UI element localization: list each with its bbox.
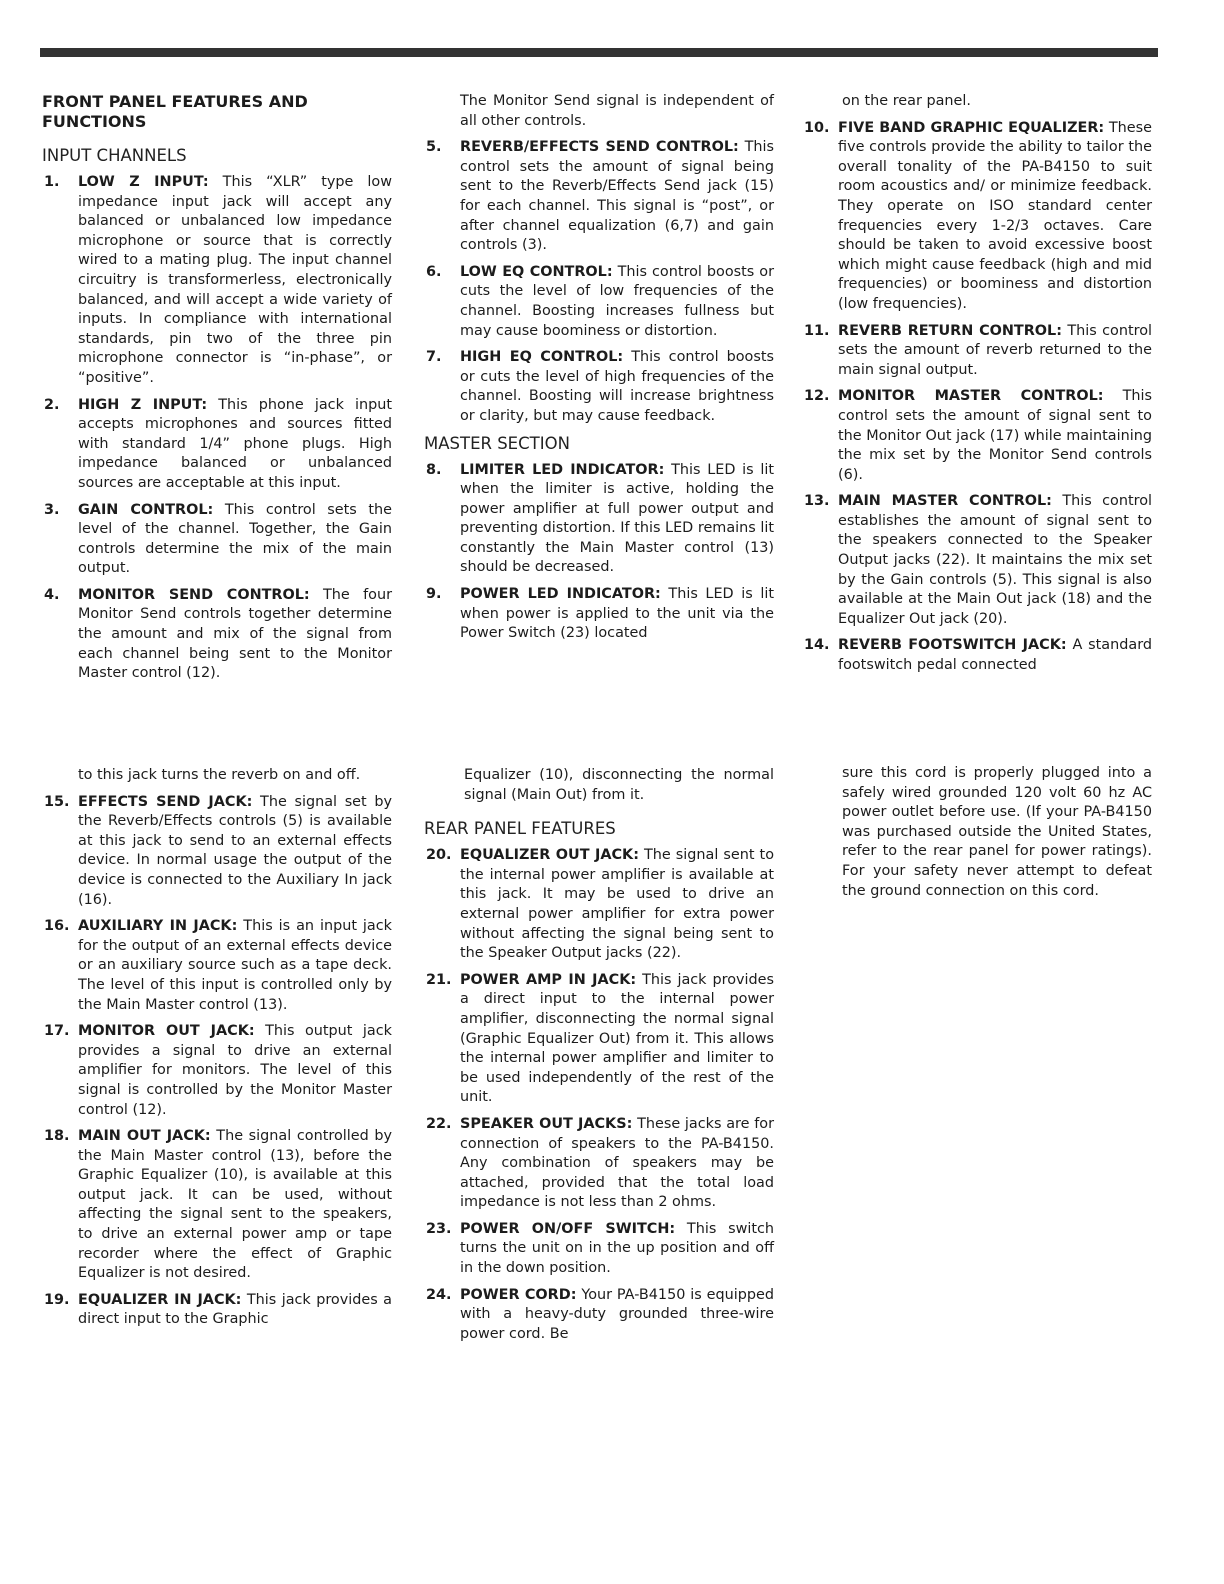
feature-item bbox=[424, 1220, 774, 1279]
item-text: This control boosts or cuts the level of high frequencies of the channel. Boosting will increase brightness or clarity, but may cause feedback. bbox=[460, 349, 774, 424]
feature-item bbox=[42, 396, 392, 494]
item-label: SPEAKER OUT JACKS: bbox=[460, 1115, 633, 1132]
item-label: REVERB RETURN CONTROL: bbox=[838, 322, 1062, 339]
feature-item bbox=[424, 1286, 774, 1345]
item-label: REVERB FOOTSWITCH JACK: bbox=[838, 637, 1067, 654]
item-number: 2. bbox=[44, 396, 60, 413]
feature-item bbox=[802, 636, 1152, 675]
feature-list bbox=[42, 793, 392, 1330]
item-number: 6. bbox=[426, 263, 442, 280]
item-text: This control boosts or cuts the level of low frequencies of the channel. Boosting increases fullness but may cause boominess or distortion. bbox=[460, 263, 774, 339]
item-number: 16. bbox=[44, 918, 70, 935]
item-text: This control sets the amount of signal sent to the Monitor Out jack (17) while maintaining the mix set by the Monitor Send controls (6). bbox=[838, 388, 1152, 483]
feature-item bbox=[424, 348, 774, 426]
item-text: The signal controlled by the Main Master control (13), before the Graphic Equalizer (10), is available at this output jack. It can be used, without affecting the signal sent to the speakers, to drive an external power amp or tape recorder where the effect of Graphic Equalizer is not desired. bbox=[78, 1128, 393, 1282]
item-text: This control sets the amount of reverb returned to the main signal output. bbox=[838, 322, 1152, 378]
item-label: AUXILIARY IN JACK: bbox=[78, 918, 238, 935]
feature-item bbox=[424, 971, 774, 1108]
feature-item bbox=[424, 263, 774, 341]
item-label: LOW EQ CONTROL: bbox=[460, 263, 613, 280]
feature-item bbox=[42, 586, 392, 684]
item-text: This control sets the level of the channel. Together, the Gain controls determine the mix of the main output. bbox=[78, 501, 392, 577]
item-number: 18. bbox=[44, 1128, 70, 1145]
item-number: 24. bbox=[426, 1286, 452, 1303]
continued-text: to this jack turns the reverb on and off. bbox=[78, 767, 361, 783]
continued-text: The Monitor Send signal is independent of all other controls. bbox=[460, 93, 774, 129]
item-label: FIVE BAND GRAPHIC EQUALIZER: bbox=[838, 119, 1105, 136]
feature-item bbox=[424, 846, 774, 964]
item-number: 4. bbox=[44, 586, 60, 603]
top-rule bbox=[40, 48, 1158, 57]
top-column-2 bbox=[424, 92, 774, 651]
feature-item bbox=[42, 917, 392, 1015]
item-text: This jack provides a direct input to the Graphic bbox=[78, 1291, 392, 1328]
item-number: 8. bbox=[426, 461, 442, 478]
item-label: MONITOR OUT JACK: bbox=[78, 1023, 255, 1040]
bottom-column-3 bbox=[802, 764, 1152, 908]
item-number: 23. bbox=[426, 1220, 452, 1237]
feature-list bbox=[42, 173, 392, 684]
item-text: This phone jack input accepts microphones and sources fitted with standard 1/4” phone plugs. High impedance balanced or unbalanced sources are acceptable at this input. bbox=[78, 396, 393, 491]
item-text: This jack provides a direct input to the internal power amplifier, disconnecting the normal signal (Graphic Equalizer Out) from it. This allows the internal power amplifier and limiter to be used independently of the rest of the unit. bbox=[460, 971, 774, 1106]
item-text: These jacks are for connection of speakers to the PA-B4150. Any combination of speakers may be attached, provided that the total load impedance is not less than 2 ohms. bbox=[460, 1115, 774, 1211]
item-text: This switch turns the unit on in the up position and off in the down position. bbox=[460, 1220, 775, 1277]
feature-item bbox=[424, 1115, 774, 1213]
feature-item bbox=[424, 585, 774, 644]
item-number: 17. bbox=[44, 1023, 70, 1040]
feature-item bbox=[802, 119, 1152, 315]
item-text: A standard footswitch pedal connected bbox=[838, 637, 1152, 674]
item-number: 1. bbox=[44, 174, 60, 190]
feature-item bbox=[42, 793, 392, 911]
item-number: 20. bbox=[426, 847, 452, 864]
item-number: 11. bbox=[804, 322, 830, 339]
item-label: HIGH Z INPUT: bbox=[78, 396, 208, 413]
item-number: 9. bbox=[426, 586, 442, 603]
item-number: 22. bbox=[426, 1115, 452, 1132]
feature-list bbox=[424, 461, 774, 644]
item-text: This output jack provides a signal to drive an external amplifier for monitors. The level of this signal is controlled by the Monitor Master control (12). bbox=[78, 1023, 392, 1118]
item-label: LIMITER LED INDICATOR: bbox=[460, 461, 665, 478]
item-number: 14. bbox=[804, 637, 830, 654]
continued-text: Equalizer (10), disconnecting the normal signal (Main Out) from it. bbox=[464, 767, 774, 803]
item-label: POWER ON/OFF SWITCH: bbox=[460, 1220, 676, 1237]
item-label: MONITOR MASTER CONTROL: bbox=[838, 388, 1104, 405]
item-label: LOW Z INPUT: bbox=[78, 174, 209, 190]
item-text: This LED is lit when power is applied to the unit via the Power Switch (23) located bbox=[460, 586, 774, 642]
item-text: This is an input jack for the output of an external effects device or an auxiliary source such as a tape deck. The level of this input is controlled only by the Main Master control (13). bbox=[78, 918, 392, 1013]
page-title: FRONT PANEL FEATURES AND FUNCTIONS bbox=[42, 92, 308, 131]
item-number: 19. bbox=[44, 1291, 70, 1308]
feature-item bbox=[42, 1291, 392, 1330]
continued-text: on the rear panel. bbox=[842, 93, 971, 109]
top-column-3 bbox=[802, 92, 1152, 683]
item-text: The signal sent to the internal power amplifier is available at this jack. It may be used to drive an external power amplifier for extra power without affecting the signal being sent to the Speaker Output jacks (22). bbox=[460, 847, 774, 962]
item-number: 5. bbox=[426, 139, 442, 156]
section-heading-input-channels: INPUT CHANNELS bbox=[42, 146, 187, 165]
item-number: 7. bbox=[426, 349, 442, 366]
continued-text: sure this cord is properly plugged into a safely wired grounded 120 volt 60 hz AC power outlet before use. (If your PA-B4150 was purchased outside the United States, refer to the rear panel for power ratings). For your safety never attempt to defeat the ground connection on this cord. bbox=[842, 765, 1152, 899]
feature-list bbox=[424, 846, 774, 1344]
bottom-column-2 bbox=[424, 766, 774, 1351]
item-label: POWER LED INDICATOR: bbox=[460, 586, 661, 603]
item-label: MAIN MASTER CONTROL: bbox=[838, 493, 1052, 510]
item-label: POWER AMP IN JACK: bbox=[460, 971, 637, 988]
item-number: 21. bbox=[426, 971, 452, 988]
feature-item bbox=[802, 387, 1152, 485]
item-label: EQUALIZER IN JACK: bbox=[78, 1291, 242, 1308]
feature-item bbox=[424, 461, 774, 579]
item-label: GAIN CONTROL: bbox=[78, 501, 214, 518]
feature-item bbox=[424, 138, 774, 256]
feature-item bbox=[42, 1127, 392, 1284]
feature-item bbox=[42, 501, 392, 579]
item-label: MONITOR SEND CONTROL: bbox=[78, 586, 310, 603]
item-number: 15. bbox=[44, 793, 70, 810]
feature-list bbox=[802, 119, 1152, 676]
item-text: The four Monitor Send controls together determine the amount and mix of the signal from each channel being sent to the Monitor Master control (12). bbox=[78, 586, 393, 682]
section-heading-master: MASTER SECTION bbox=[424, 433, 570, 453]
item-text: Your PA-B4150 is equipped with a heavy-duty grounded three-wire power cord. Be bbox=[460, 1286, 774, 1342]
feature-list bbox=[424, 138, 774, 426]
feature-item bbox=[802, 492, 1152, 629]
item-label: POWER CORD: bbox=[460, 1286, 577, 1303]
item-label: MAIN OUT JACK: bbox=[78, 1128, 211, 1145]
item-number: 12. bbox=[804, 388, 830, 405]
item-label: HIGH EQ CONTROL: bbox=[460, 349, 624, 366]
feature-item bbox=[42, 1022, 392, 1120]
feature-item bbox=[42, 173, 392, 389]
item-text: This control establishes the amount of signal sent to the speakers connected to the Speaker Output jacks (22). It maintains the mix set by the Gain controls (5). This signal is also available at the Main Out jack (18) and the Equalizer Out jack (20). bbox=[838, 493, 1152, 627]
item-text: This control sets the amount of signal being sent to the Reverb/Effects Send jack (15) for each channel. This signal is “post”, or after channel equalization (6,7) and gain controls (3). bbox=[460, 139, 774, 254]
item-label: EQUALIZER OUT JACK: bbox=[460, 847, 639, 864]
item-text: This LED is lit when the limiter is active, holding the power amplifier at full power output and preventing distortion. If this LED remains lit constantly the Main Master control (13) should be decreased. bbox=[460, 461, 774, 576]
bottom-column-1 bbox=[42, 766, 392, 1337]
item-number: 3. bbox=[44, 501, 60, 518]
item-number: 13. bbox=[804, 493, 830, 510]
item-number: 10. bbox=[804, 119, 830, 136]
item-label: EFFECTS SEND JACK: bbox=[78, 793, 253, 810]
item-text: The signal set by the Reverb/Effects controls (5) is available at this jack to send to an external effects device. In normal usage the output of the device is connected to the Auxiliary In jack (16). bbox=[78, 793, 392, 908]
feature-item bbox=[802, 322, 1152, 381]
section-heading-rear-panel: REAR PANEL FEATURES bbox=[424, 819, 616, 839]
item-text: This “XLR” type low impedance input jack will accept any balanced or unbalanced low impedance microphone or source that is correctly wired to a mating plug. The input channel circuitry is transformerless, electronically balanced, and will accept a wide variety of inputs. In compliance with international standards, pin two of the three pin microphone connector is “in-phase”, or “positive”. bbox=[78, 174, 392, 386]
item-text: These five controls provide the ability to tailor the overall tonality of the PA-B4150 to suit room acoustics and/ or minimize feedback. They operate on ISO standard center frequencies every 1-2/3 octaves. Care should be taken to avoid excessive boost which might cause feedback (high and mid frequencies) or boominess and distortion (low frequencies). bbox=[838, 119, 1152, 312]
top-column-1 bbox=[42, 92, 392, 691]
item-label: REVERB/EFFECTS SEND CONTROL: bbox=[460, 139, 739, 156]
